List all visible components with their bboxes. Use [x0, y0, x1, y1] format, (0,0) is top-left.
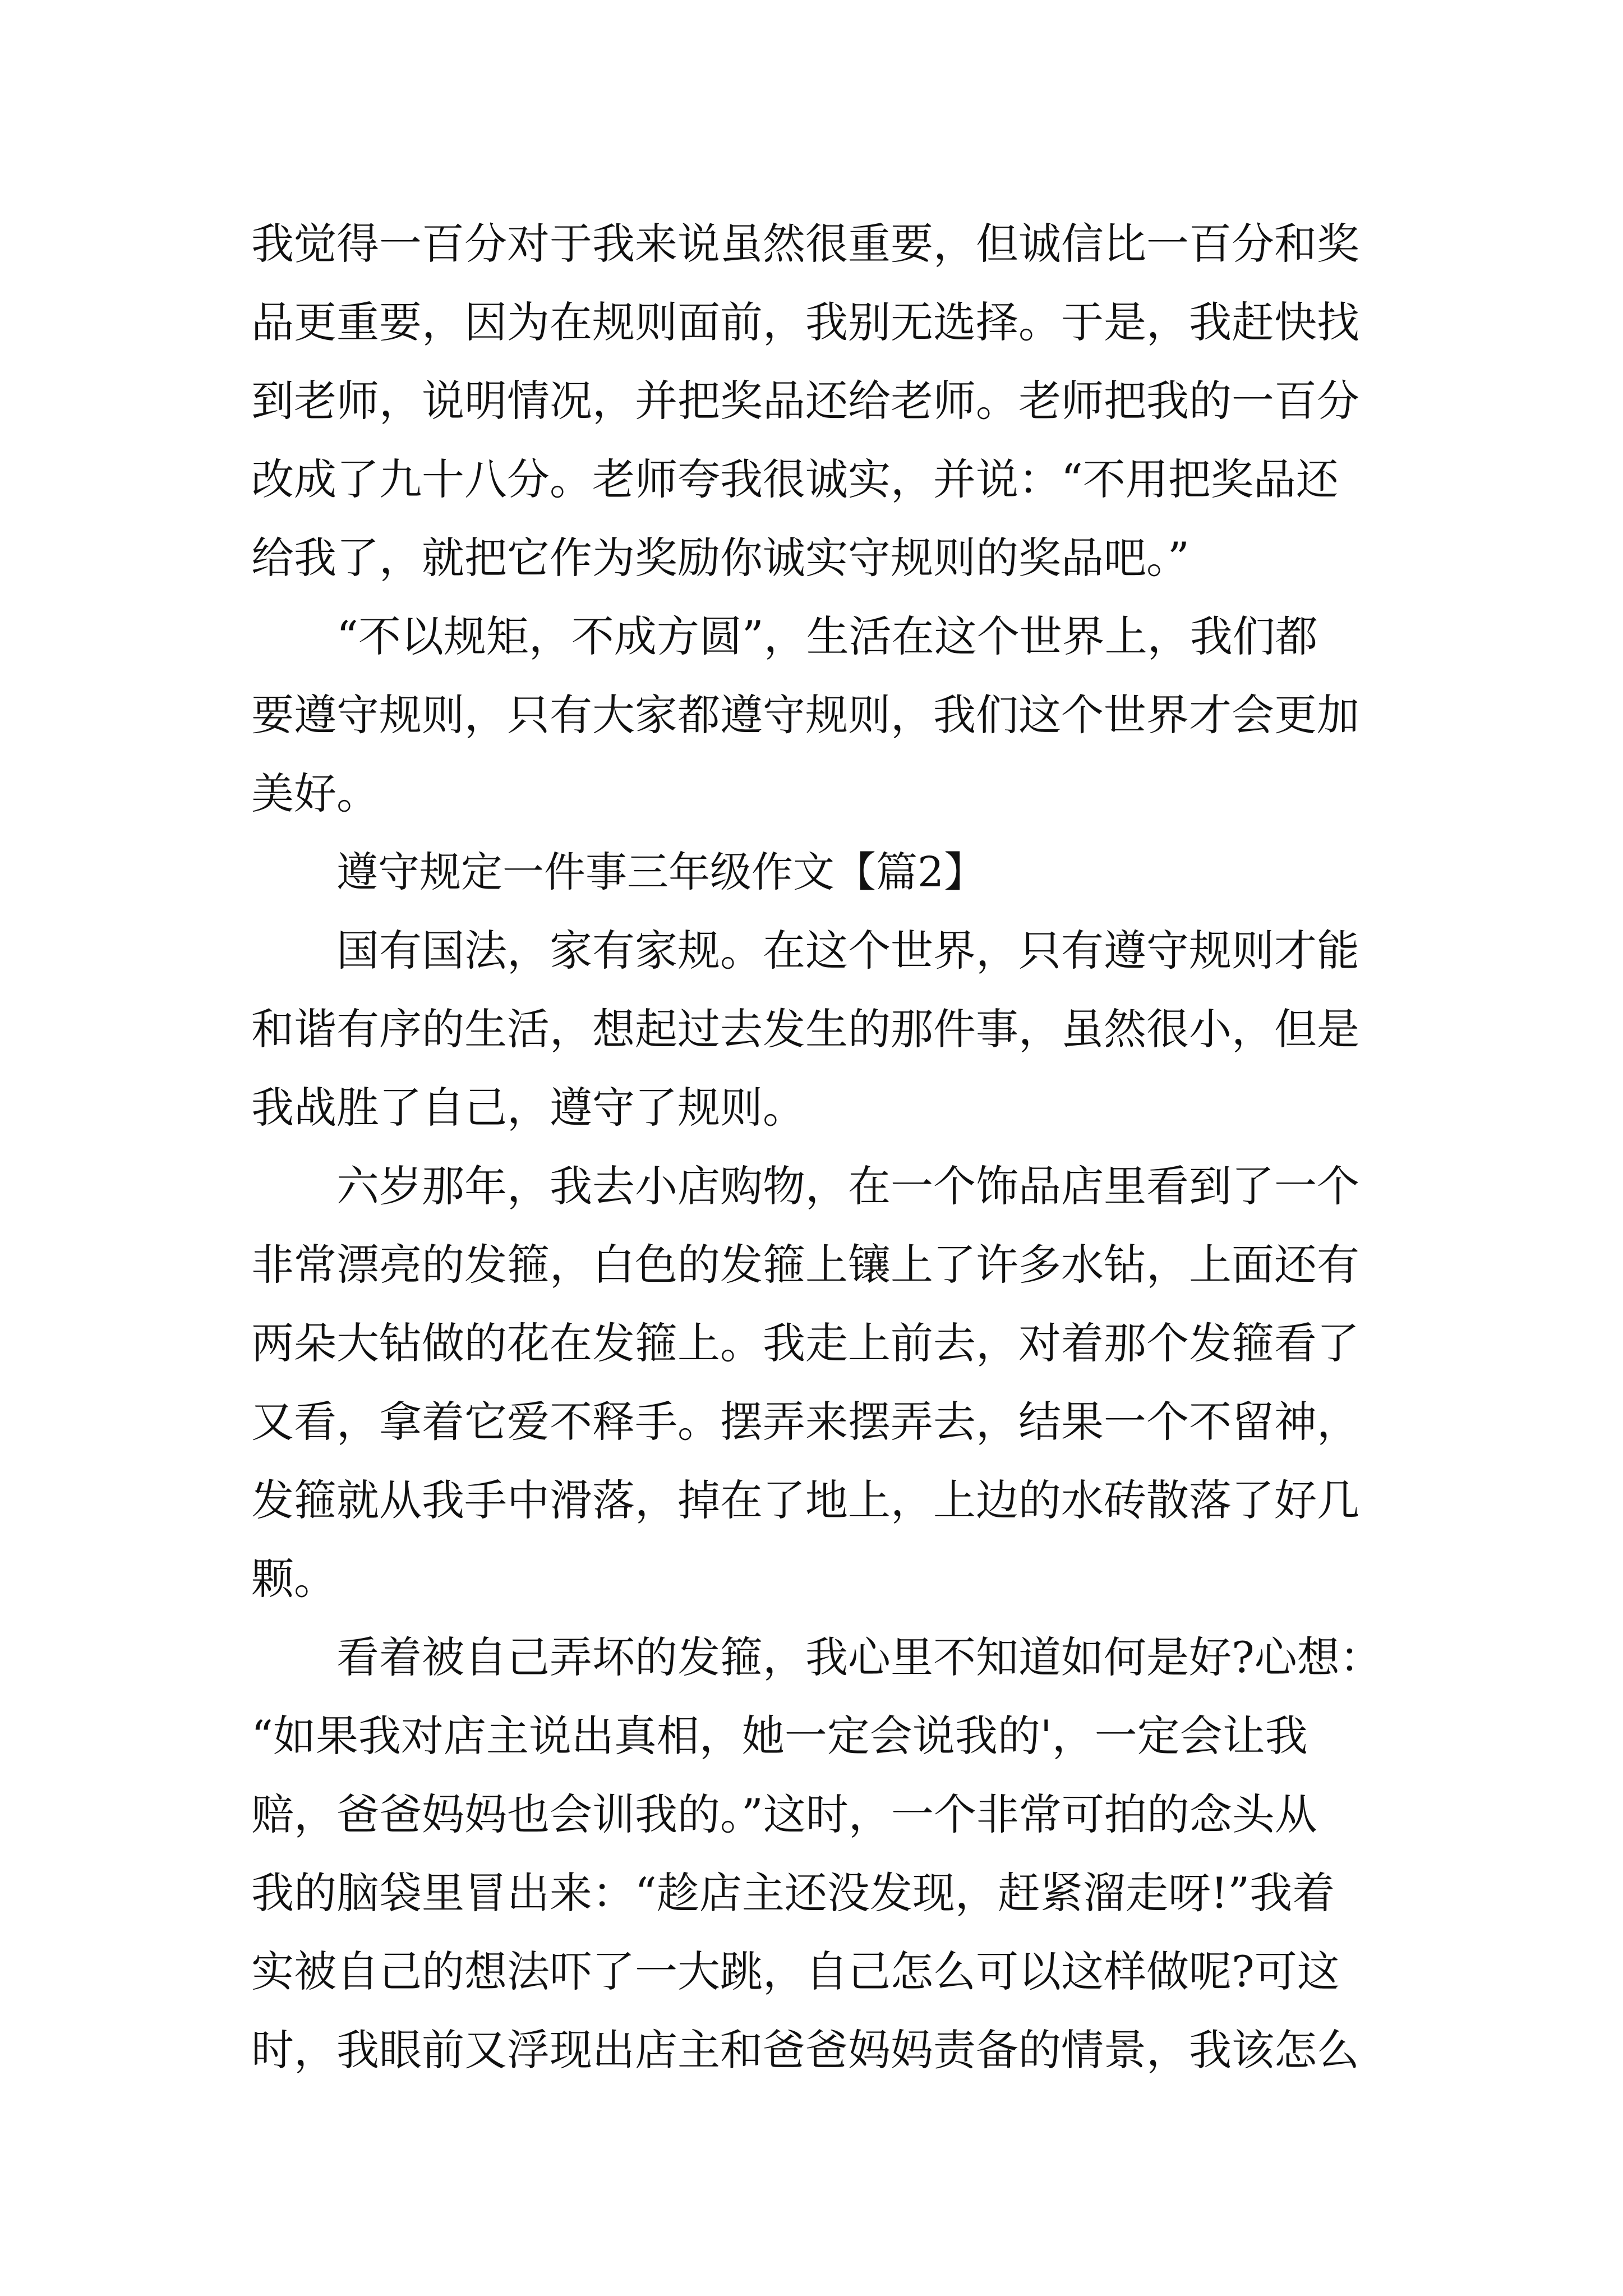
paragraph-line: 到老师，说明情况，并把奖品还给老师。老师把我的一百分: [251, 376, 1359, 426]
paragraph-line: “如果我对店主说出真相，她一定会说我的'，一定会让我: [251, 1711, 1308, 1761]
paragraph-line: 改成了九十八分。老师夸我很诚实，并说：“不用把奖品还: [251, 454, 1339, 504]
paragraph-line: 品更重要，因为在规则面前，我别无选择。于是，我赶快找: [251, 297, 1359, 347]
paragraph-line: 发箍就从我手中滑落，掉在了地上，上边的水砖散落了好几: [251, 1475, 1359, 1525]
paragraph-line: 又看，拿着它爱不释手。摆弄来摆弄去，结果一个不留神，: [251, 1397, 1359, 1447]
paragraph-line: 给我了，就把它作为奖励你诚实守规则的奖品吧。”: [251, 533, 1189, 583]
paragraph-line: 实被自己的想法吓了一大跳，自己怎么可以这样做呢?可这: [251, 1947, 1340, 1996]
paragraph-line: 要遵守规则，只有大家都遵守规则，我们这个世界才会更加: [251, 690, 1359, 740]
paragraph-line: 我战胜了自己，遵守了规则。: [251, 1083, 805, 1133]
paragraph-line: 我的脑袋里冒出来：“趁店主还没发现，赶紧溜走呀!”我着: [251, 1868, 1335, 1918]
paragraph-line: 时，我眼前又浮现出店主和爸爸妈妈责备的情景，我该怎么: [251, 2025, 1359, 2075]
paragraph-line: 美好。: [251, 769, 379, 818]
paragraph-first-line: 六岁那年，我去小店购物，在一个饰品店里看到了一个: [336, 1161, 1359, 1211]
paragraph-line: 赔，爸爸妈妈也会训我的。”这时，一个非常可拍的念头从: [251, 1789, 1317, 1839]
paragraph-line: 两朵大钻做的花在发箍上。我走上前去，对着那个发箍看了: [251, 1318, 1359, 1368]
paragraph-first-line: 看着被自己弄坏的发箍，我心里不知道如何是好?心想：: [336, 1632, 1382, 1682]
paragraph-line: 和谐有序的生活，想起过去发生的那件事，虽然很小，但是: [251, 1004, 1359, 1054]
paragraph-line: 我觉得一百分对于我来说虽然很重要，但诚信比一百分和奖: [251, 219, 1359, 269]
paragraph-first-line: “不以规矩，不成方圆”，生活在这个世界上，我们都: [336, 611, 1318, 661]
paragraph-line: 非常漂亮的发箍，白色的发箍上镶上了许多水钻，上面还有: [251, 1240, 1359, 1290]
paragraph-line: 颗。: [251, 1554, 336, 1604]
section-heading: 遵守规定一件事三年级作文【篇2】: [336, 848, 986, 896]
paragraph-first-line: 国有国法，家有家规。在这个世界，只有遵守规则才能: [336, 926, 1359, 976]
